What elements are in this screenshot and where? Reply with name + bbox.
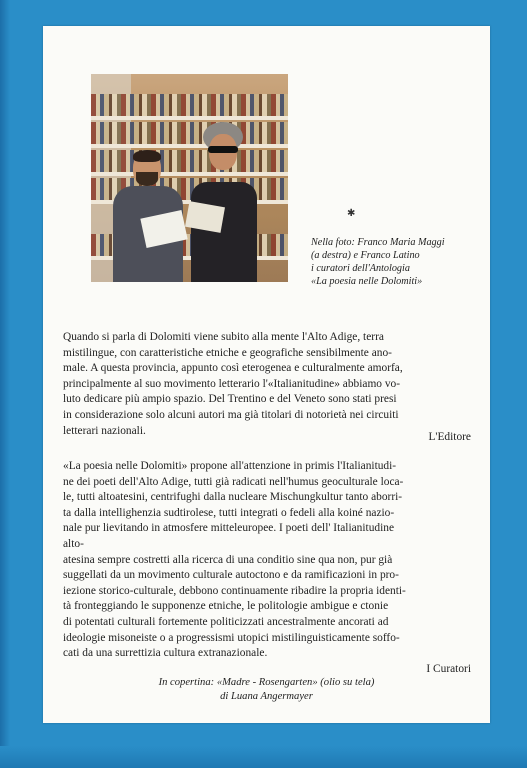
- caption-line: «La poesia nelle Dolomiti»: [311, 276, 423, 287]
- text-line: ideologie misoneiste o a progressismi utopici mistilinguisticamente soffo-: [63, 631, 400, 644]
- text-line: Quando si parla di Dolomiti viene subito alla mente l'Alto Adige, terra: [63, 331, 384, 343]
- caption-line: Nella foto: Franco Maria Maggi: [311, 237, 445, 248]
- cover-credit: [43, 676, 490, 704]
- decorative-mark: ✱: [347, 208, 356, 219]
- text-line: ne dei poeti dell'Alto Adige, tutti già radicati nell'humus geoculturale loca-: [63, 475, 404, 488]
- caption-line: i curatori dell'Antologia: [311, 263, 410, 274]
- text-line: «La poesia nelle Dolomiti» propone all'attenzione in primis l'Italianitudi-: [63, 460, 397, 472]
- editor-paragraph: [63, 330, 471, 439]
- text-line: cati da una surrettizia cultura extranazionale.: [63, 647, 268, 660]
- text-line: tà fronteggiando le supponenze etniche, le politologie ambigue e ctonie: [63, 600, 389, 613]
- text-line: principalmente al suo movimento letterario l'«Italianitudine» abbiamo vo-: [63, 377, 401, 390]
- text-line: di potentati culturali fortemente politicizzati ancestralmente ancorati ad: [63, 615, 389, 628]
- cover-credit-line: di Luana Angermayer: [220, 691, 313, 702]
- photo-caption: [311, 236, 486, 288]
- text-line: alto-: [63, 537, 84, 550]
- text-line: iezione storico-culturale, debbono continuamente ribadire la propria identi-: [63, 584, 406, 597]
- text-line: luto dedicare più ampio spazio. Del Trentino e del Veneto sono stati presi: [63, 393, 397, 406]
- text-line: suggellati da un movimento culturale autoctono e da ramificazioni in pro-: [63, 569, 399, 582]
- text-line: le, tutti altoatesini, centrifughi dalla nucleare Mischungkultur tanto aborri-: [63, 491, 403, 504]
- text-line: male. A questa provincia, appunto così eterogenea e culturalmente amorfa,: [63, 362, 403, 375]
- curators-photo: [91, 74, 288, 282]
- text-line: atesina sempre costretti alla ricerca di una conditio sine qua non, pur già: [63, 553, 393, 566]
- curators-signature: I Curatori: [426, 663, 471, 675]
- text-line: nale pur lievitando in atmosfere mitteleuropee. I poeti dell' Italianitudine: [63, 522, 395, 535]
- cover-bottom-edge: [0, 746, 527, 768]
- text-line: letterari nazionali.: [63, 424, 146, 437]
- caption-line: (a destra) e Franco Latino: [311, 250, 420, 261]
- cover-left-edge: [0, 0, 10, 768]
- editor-signature: L'Editore: [428, 431, 471, 443]
- text-line: in considerazione solo alcuni autori ma già titolari di notorietà nei circuiti: [63, 408, 399, 421]
- cover-credit-line: In copertina: «Madre - Rosengarten» (olio su tela): [158, 677, 375, 688]
- curators-paragraph: [63, 459, 471, 662]
- person-right: [191, 182, 257, 282]
- text-line: mistilingue, con caratteristiche etniche e geografiche sensibilmente ano-: [63, 346, 392, 359]
- back-cover-page: [43, 26, 490, 723]
- text-line: ta dalla intellighenzia sudtirolese, tutti integrati o fedeli alla koiné nazio-: [63, 506, 395, 519]
